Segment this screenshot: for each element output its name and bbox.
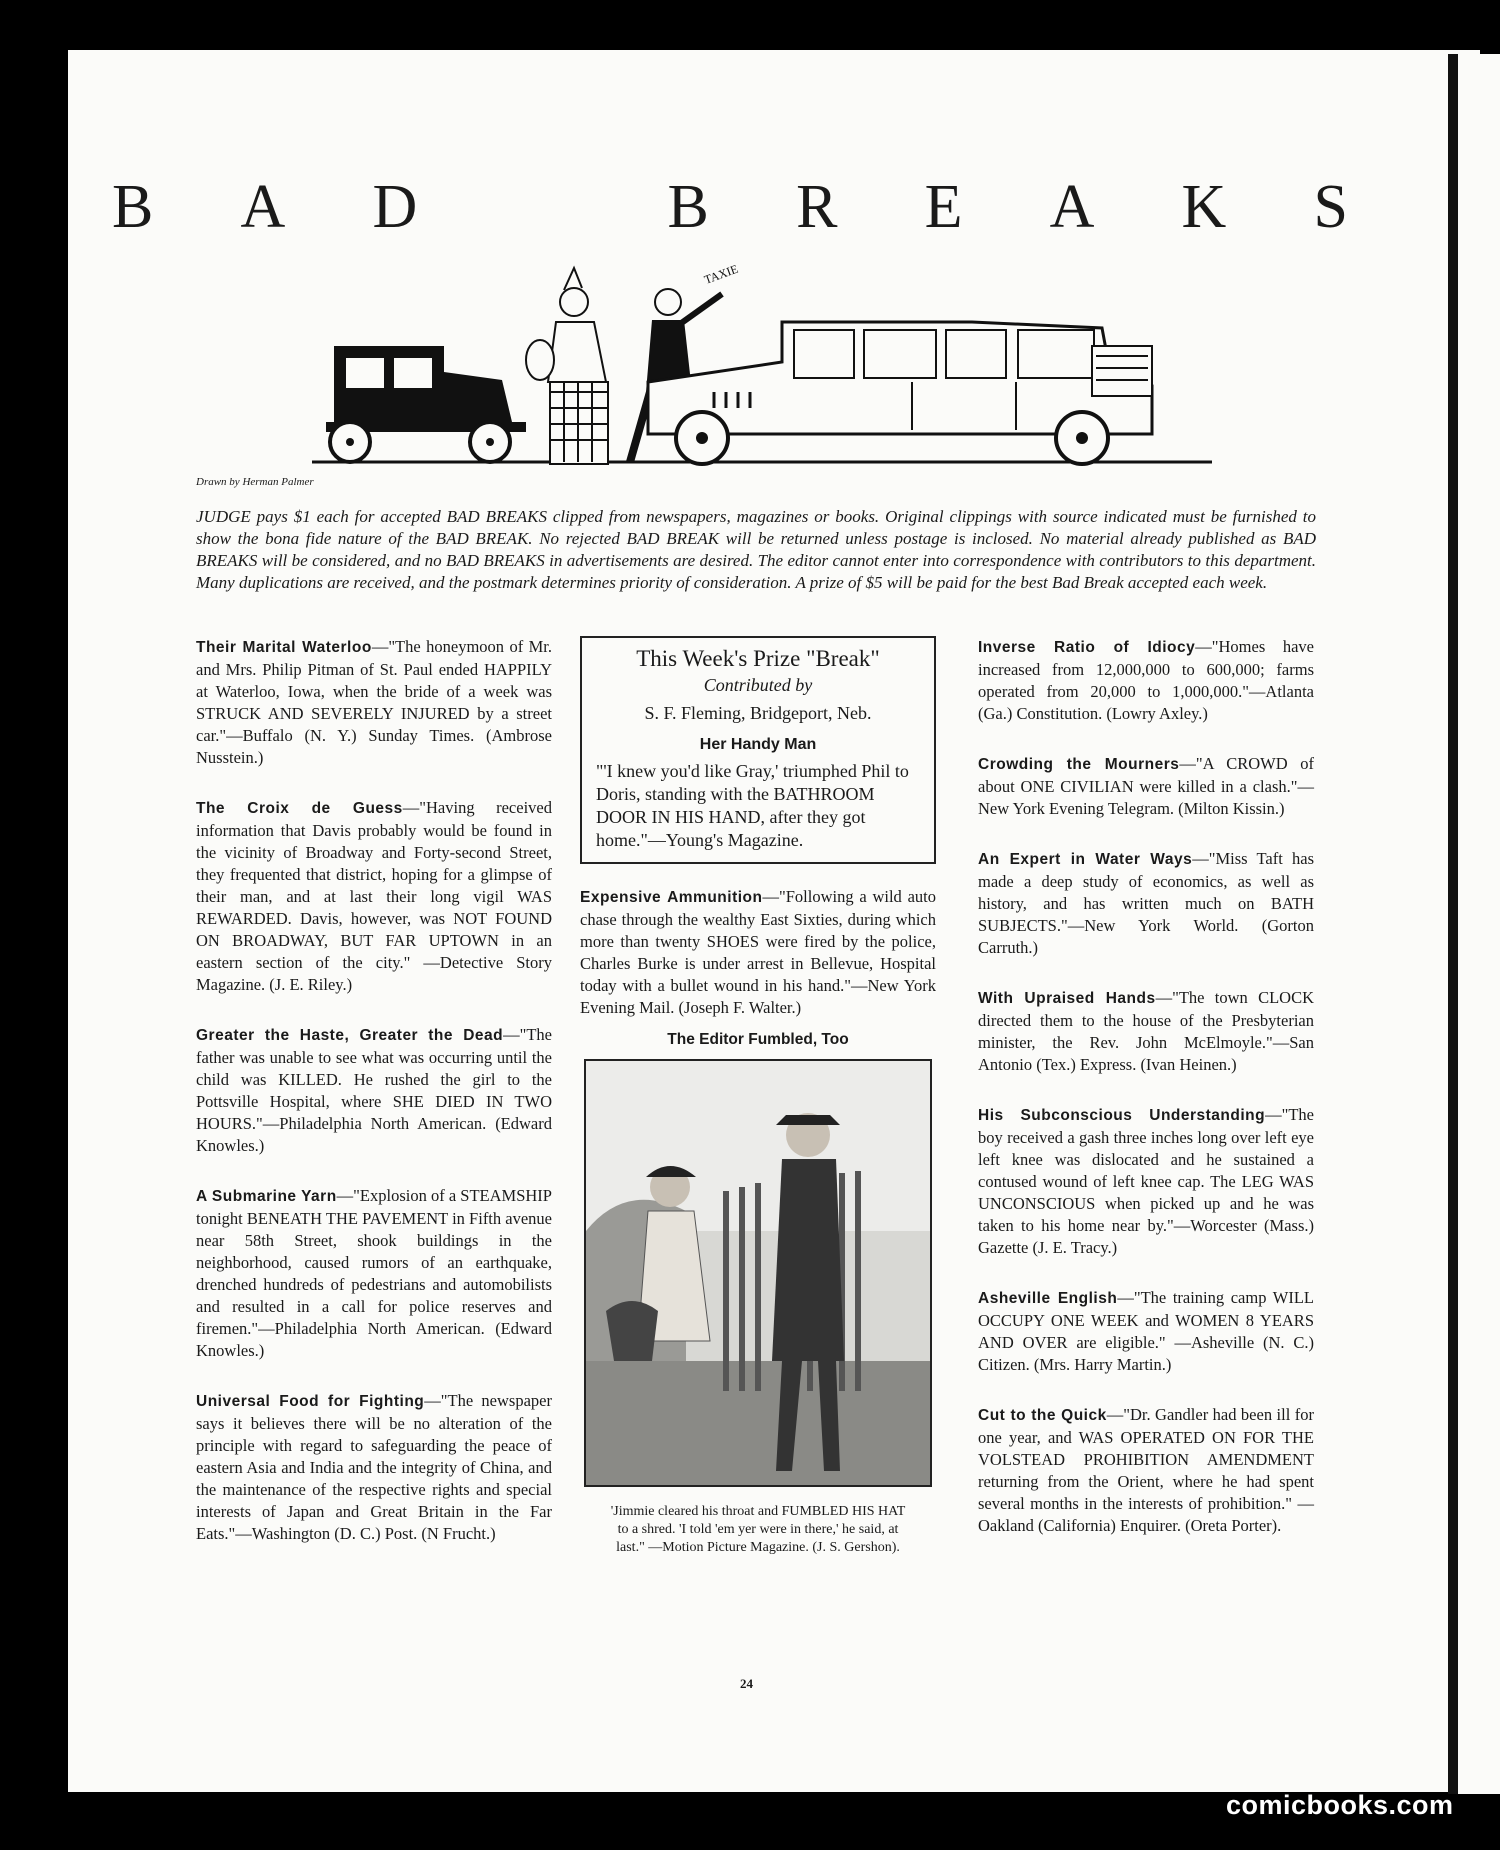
item-heading: His Subconscious Understanding: [978, 1107, 1266, 1124]
item-heading: Asheville English: [978, 1290, 1118, 1307]
item-body: "The father was unable to see what was occurring until the child was KILLED. He rushed the girl to the Pottsville Hospital, where SHE DIED IN TWO HOURS."—Philadelphia North American. (Edward Knowles.): [196, 1025, 552, 1155]
item-body: "A CROWD of about ONE CIVILIAN were killed in a clash."—New York Evening Telegram. (Milton Kissin.): [978, 754, 1314, 818]
item-body: "Homes have increased from 12,000,000 to 600,000; farms operated from 20,000 to 1,000,000."—Atlanta (Ga.) Constitution. (Lowry Axley.): [978, 637, 1314, 723]
column-right: [978, 636, 1314, 1565]
item-body: "The training camp WILL OCCUPY ONE WEEK and WOMEN 8 YEARS AND OVER are eligible." —Asheville (N. C.) Citizen. (Mrs. Harry Martin.): [978, 1288, 1314, 1374]
list-item: With Upraised Hands—"The town CLOCK directed them to the house of the Presbyterian minister, the Rev. John McElmoyle."—San Antonio (Tex.) Express. (Ivan Heinen.): [978, 988, 1314, 1074]
title-letter: S: [1313, 173, 1352, 241]
item-heading: With Upraised Hands: [978, 990, 1156, 1007]
list-item: A Submarine Yarn—"Explosion of a STEAMSHIP tonight BENEATH THE PAVEMENT in Fifth avenue near 58th Street, shook buildings in the neighborhood, caused rumors of an earthquake, drenched hundreds of pedestrians and automobilists and resulted in a call for police reserves and firemen."—Philadelphia North American. (Edward Knowles.): [196, 1186, 552, 1360]
prize-box: [580, 636, 936, 864]
item-heading: Their Marital Waterloo: [196, 639, 372, 656]
list-item: Cut to the Quick—"Dr. Gandler had been ill for one year, and WAS OPERATED ON FOR THE VOLSTEAD PROHIBITION AMENDMENT returning from the Orient, where he had spent several months in the interests of prohibition." —Oakland (California) Enquirer. (Oreta Porter).: [978, 1405, 1314, 1535]
item-body: "The honeymoon of Mr. and Mrs. Philip Pitman of St. Paul ended HAPPILY at Waterloo, Iowa, when the bride of a week was STRUCK AND SEVERELY INJURED by a street car."—Buffalo (N. Y.) Sunday Times. (Ambrose Nusstein.): [196, 637, 553, 767]
list-item: Greater the Haste, Greater the Dead—"The father was unable to see what was occurring until the child was KILLED. He rushed the girl to the Pottsville Hospital, where SHE DIED IN TWO HOURS."—Philadelphia North American. (Edward Knowles.): [196, 1025, 552, 1155]
column-middle: [580, 636, 936, 1557]
item-body: "Explosion of a STEAMSHIP tonight BENEATH THE PAVEMENT in Fifth avenue near 58th Street, shook buildings in the neighborhood, caused rumors of an earthquake, drenched hundreds of pedestrians and automobilists and resulted in a call for police reserves and firemen."—Philadelphia North American. (Edward Knowles.): [196, 1186, 552, 1360]
facing-page-edge: [1455, 54, 1500, 1794]
title-letter: B: [112, 173, 158, 241]
department-notice: JUDGE pays $1 each for accepted BAD BREAKS clipped from newspapers, magazines or books. Original clippings with source indicated must be furnished to show the bona fide nature of the BAD BREAK. No rejected BAD BREAK will be returned unless postage is inclosed. No material already published as BAD BREAKS will be considered, and no BAD BREAKS in advertisements are desired. The editor cannot enter into correspondence with contributors to this department. Many duplications are received, and the postmark determines priority of consideration. A prize of $5 will be paid for the best Bad Break accepted each week.: [196, 507, 1316, 592]
movie-still-photo: [584, 1059, 932, 1487]
photo-caption: 'Jimmie cleared his throat and FUMBLED HIS HAT to a shred. 'I told 'em yer were in there,' he said, at last." —Motion Picture Magazine. (J. S. Gershon).: [610, 1504, 906, 1555]
list-item: Crowding the Mourners—"A CROWD of about ONE CIVILIAN were killed in a clash."—New York Evening Telegram. (Milton Kissin.): [978, 754, 1314, 818]
item-heading: A Submarine Yarn: [196, 1188, 337, 1205]
column-left: [196, 636, 552, 1573]
prize-heading: This Week's Prize "Break": [636, 646, 880, 671]
item-heading: Inverse Ratio of Idiocy: [978, 639, 1196, 656]
title-letter: E: [924, 173, 967, 241]
item-heading: Universal Food for Fighting: [196, 1393, 425, 1410]
item-heading: The Croix de Guess: [196, 800, 403, 817]
item-heading: Greater the Haste, Greater the Dead: [196, 1027, 504, 1044]
item-body: "The town CLOCK directed them to the house of the Presbyterian minister, the Rev. John McElmoyle."—San Antonio (Tex.) Express. (Ivan Heinen.): [978, 988, 1314, 1074]
item-heading: Expensive Ammunition: [580, 889, 763, 906]
title-letter: A: [240, 173, 290, 241]
item-body: "Having received information that Davis probably would be found in the vicinity of Broadway and Forty-second Street, they frequented that district, hoping for a glimpse of their man, and at last their long vigil WAS REWARDED. Davis, however, was NOT FOUND ON BROADWAY, BUT FAR UPTOWN in an eastern section of the city." —Detective Story Magazine. (J. E. Riley.): [196, 798, 552, 994]
item-body: "Following a wild auto chase through the wealthy East Sixties, during which more than twenty SHOES were fired by the police, Charles Burke is under arrest in Bellevue, Hospital today with a bullet wound in his hand."—New York Evening Mail. (Joseph F. Walter.): [580, 887, 936, 1017]
list-item: Inverse Ratio of Idiocy—"Homes have increased from 12,000,000 to 600,000; farms operated from 20,000 to 1,000,000."—Atlanta (Ga.) Constitution. (Lowry Axley.): [978, 637, 1314, 723]
title-gap: [504, 172, 584, 243]
taxie-sign-text: TAXIE: [702, 262, 740, 287]
illustration-credit: Drawn by Herman Palmer: [196, 476, 314, 488]
prize-contributed-label: Contributed by: [703, 675, 813, 695]
item-body: "The newspaper says it believes there will be no alteration of the principle with regard to safeguarding the peace of eastern Asia and India and the integrity of China, and the maintenance of the respective rights and special interests of Japan and Great Britain in the Far Eats."—Washington (D. C.) Post. (N Frucht.): [196, 1391, 552, 1543]
title-letter: A: [1049, 173, 1099, 241]
site-watermark: comicbooks.com: [1226, 1790, 1454, 1820]
title-letter: D: [372, 173, 422, 241]
item-body: "Dr. Gandler had been ill for one year, and WAS OPERATED ON FOR THE VOLSTEAD PROHIBITION AMENDMENT returning from the Orient, where he had spent several months in the interests of prohibition." —Oakland (California) Enquirer. (Oreta Porter).: [978, 1405, 1314, 1535]
prize-body: "'I knew you'd like Gray,' triumphed Phil to Doris, standing with the BATHROOM DOOR IN HIS HAND, after they got home."—Young's Magazine.: [596, 761, 909, 850]
item-body: "The boy received a gash three inches long over left eye left knee was dislocated and he sustained a contused wound of left knee cap. The LEG WAS UNCONSCIOUS when picked up and he was taken to his home near by."—Worcester (Mass.) Gazette (J. E. Tracy.): [978, 1105, 1314, 1257]
list-item: Expensive Ammunition—"Following a wild auto chase through the wealthy East Sixties, during which more than twenty SHOES were fired by the police, Charles Burke is under arrest in Bellevue, Hospital today with a bullet wound in his hand."—New York Evening Mail. (Joseph F. Walter.): [580, 887, 936, 1017]
photo-heading: The Editor Fumbled, Too: [667, 1031, 849, 1048]
page-spine: [1448, 54, 1455, 1794]
title-letter: K: [1181, 173, 1231, 241]
list-item: An Expert in Water Ways—"Miss Taft has made a deep study of economics, as well as history, and has written much on BATH SUBJECTS."—New York World. (Gorton Carruth.): [978, 849, 1315, 957]
item-heading: An Expert in Water Ways: [978, 851, 1193, 868]
item-body: "Miss Taft has made a deep study of economics, as well as history, and has written much on BATH SUBJECTS."—New York World. (Gorton Carruth.): [978, 849, 1315, 957]
list-item: Asheville English—"The training camp WILL OCCUPY ONE WEEK and WOMEN 8 YEARS AND OVER are eligible." —Asheville (N. C.) Citizen. (Mrs. Harry Martin.): [978, 1288, 1314, 1374]
small-car-drawing: [326, 346, 526, 462]
cartoon-illustration: [312, 262, 1212, 467]
item-heading: Cut to the Quick: [978, 1407, 1107, 1424]
list-item: The Croix de Guess—"Having received information that Davis probably would be found in the vicinity of Broadway and Forty-second Street, they frequented that district, hoping for a glimpse of their man, and at last their long vigil WAS REWARDED. Davis, however, was NOT FOUND ON BROADWAY, BUT FAR UPTOWN in an eastern section of the city." —Detective Story Magazine. (J. E. Riley.): [196, 798, 552, 994]
item-heading: Crowding the Mourners: [978, 756, 1180, 773]
page-title: [112, 172, 1352, 243]
woman-figure-drawing: [526, 268, 608, 464]
title-letter: R: [796, 173, 842, 241]
list-item: Universal Food for Fighting—"The newspaper says it believes there will be no alteration of the principle with regard to safeguarding the peace of eastern Asia and India and the integrity of China, and the maintenance of the respective rights and special interests of Japan and Great Britain in the Far Eats."—Washington (D. C.) Post. (N Frucht.): [196, 1391, 552, 1543]
prize-author: S. F. Fleming, Bridgeport, Neb.: [644, 703, 872, 723]
limousine-drawing: [648, 322, 1152, 464]
prize-title: Her Handy Man: [699, 736, 817, 753]
list-item: His Subconscious Understanding—"The boy received a gash three inches long over left eye left knee was dislocated and he sustained a contused wound of left knee cap. The LEG WAS UNCONSCIOUS when picked up and he was taken to his home near by."—Worcester (Mass.) Gazette (J. E. Tracy.): [978, 1105, 1314, 1257]
list-item: Their Marital Waterloo—"The honeymoon of Mr. and Mrs. Philip Pitman of St. Paul ended HAPPILY at Waterloo, Iowa, when the bride of a week was STRUCK AND SEVERELY INJURED by a street car."—Buffalo (N. Y.) Sunday Times. (Ambrose Nusstein.): [196, 637, 553, 767]
title-letter: B: [667, 173, 713, 241]
page-number: 24: [740, 1676, 753, 1691]
